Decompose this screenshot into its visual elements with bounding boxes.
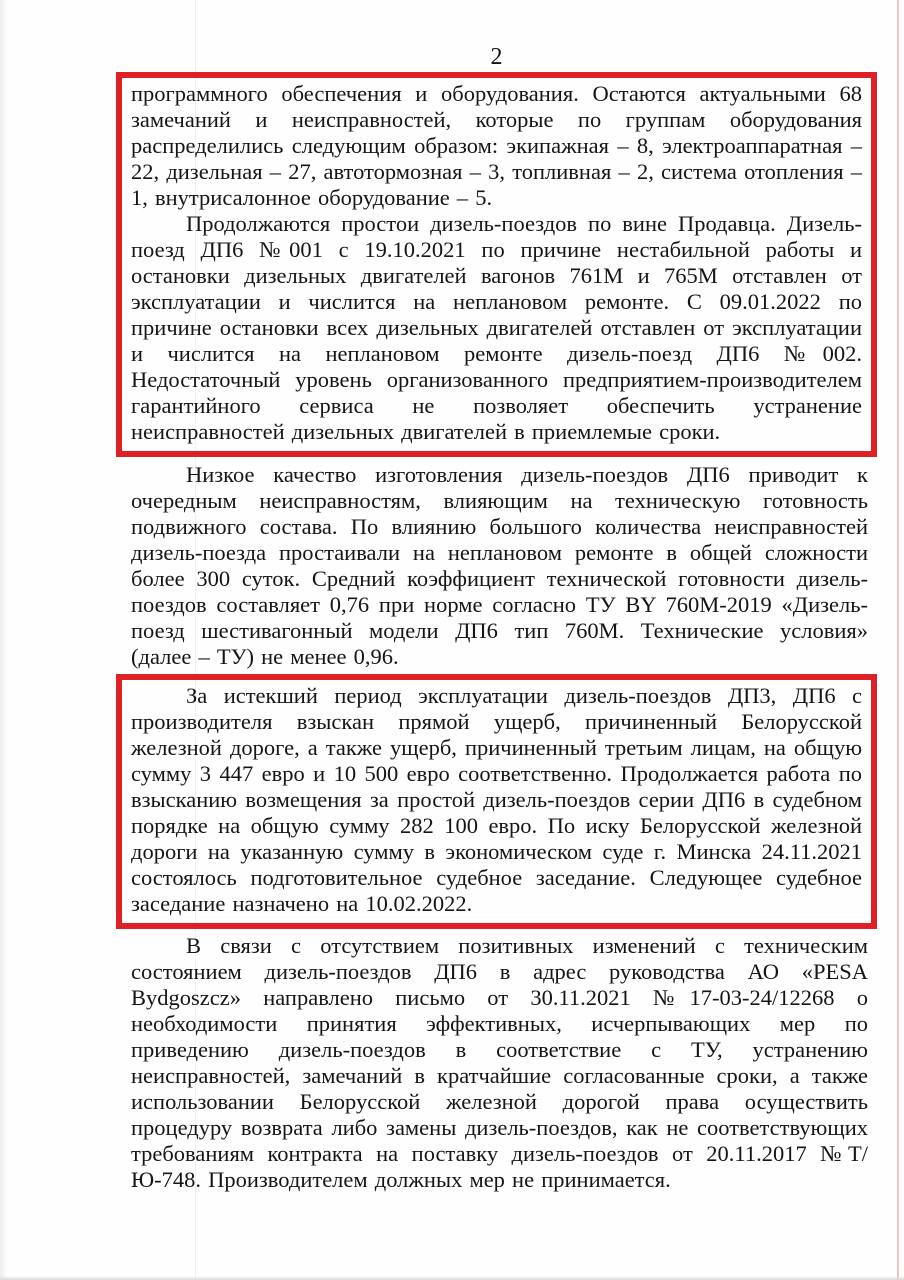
paragraph-quality-readiness: Низкое качество изготовления дизель-поездов ДП6 приводит к очередным неисправностям, влияющим на техническую готовность подвижного состава. По влиянию большого количества неисправностей дизель-поезда простаивали на неплановом ремонте в общей сложности более 300 суток. Средний коэффициент технической готовности дизель-поездов составляет 0,76 при норме согласно ТУ BY 760М-2019 «Дизель-поезд шестивагонный модели ДП6 тип 760М. Технические условия» (далее – ТУ) не менее 0,96.: [131, 462, 868, 669]
paragraph-train-downtime: Продолжаются простои дизель-поездов по вине Продавца. Дизель-поезд ДП6 №001 с 19.10.2021 по причине нестабильной работы и остановки дизельных двигателей вагонов 761М и 765М отставлен от эксплуатации и числится на неплановом ремонте. С 09.01.2022 по причине остановки всех дизельных двигателей отставлен от эксплуатации и числится на неплановом ремонте дизель-поезд ДП6 №002. Недостаточный уровень организованного предприятием-производителем гарантийного сервиса не позволяет обеспечить устранение неисправностей дизельных двигателей в приемлемые сроки.: [131, 211, 862, 444]
plain-text-block-2: [116, 929, 877, 1197]
highlight-box-2: [116, 674, 877, 929]
highlight-box-1: [116, 72, 877, 457]
scan-edge-bottom: [0, 1276, 904, 1280]
scan-edge-left: [0, 0, 7, 1280]
document-content: [116, 44, 877, 1197]
paragraph-damages-court: За истекший период эксплуатации дизель-поездов ДП3, ДП6 с производителя взыскан прямой ущерб, причиненный Белорусской железной дороге, а также ущерб, причиненный третьим лицам, на общую сумму 3 447 евро и 10 500 евро соответственно. Продолжается работа по взысканию возмещения за простой дизель-поездов серии ДП6 в судебном порядке на общую сумму 282 100 евро. По иску Белорусской железной дороги на указанную сумму в экономическом суде г. Минска 24.11.2021 состоялось подготовительное судебное заседание. Следующее судебное заседание назначено на 10.02.2022.: [131, 683, 862, 916]
plain-text-block-1: [116, 458, 877, 674]
page-number: 2: [490, 44, 503, 70]
paragraph-remarks-summary: программного обеспечения и оборудования. Остаются актуальными 68 замечаний и неисправностей, которые по группам оборудования распределились следующим образом: экипажная – 8, электроаппаратная – 22, дизельная – 27, автотормозная – 3, топливная – 2, система отопления – 1, внутрисалонное оборудование – 5.: [131, 81, 862, 210]
paragraph-letter-to-pesa: В связи с отсутствием позитивных изменений с техническим состоянием дизель-поездов ДП6 в адрес руководства АО «PESA Bydgoszcz» направлено письмо от 30.11.2021 №17-03-24/12268 о необходимости принятия эффективных, исчерпывающих мер по приведению дизель-поездов в соответствие с ТУ, устранению неисправностей, замечаний в кратчайшие согласованные сроки, а также использовании Белорусской железной дорогой права осуществить процедуру возврата либо замены дизель-поездов, как не соответствующих требованиям контракта на поставку дизель-поездов от 20.11.2017 №Т/Ю-748. Производителем должных мер не принимается.: [131, 933, 868, 1192]
scan-artifact-line-right: [897, 0, 899, 1280]
